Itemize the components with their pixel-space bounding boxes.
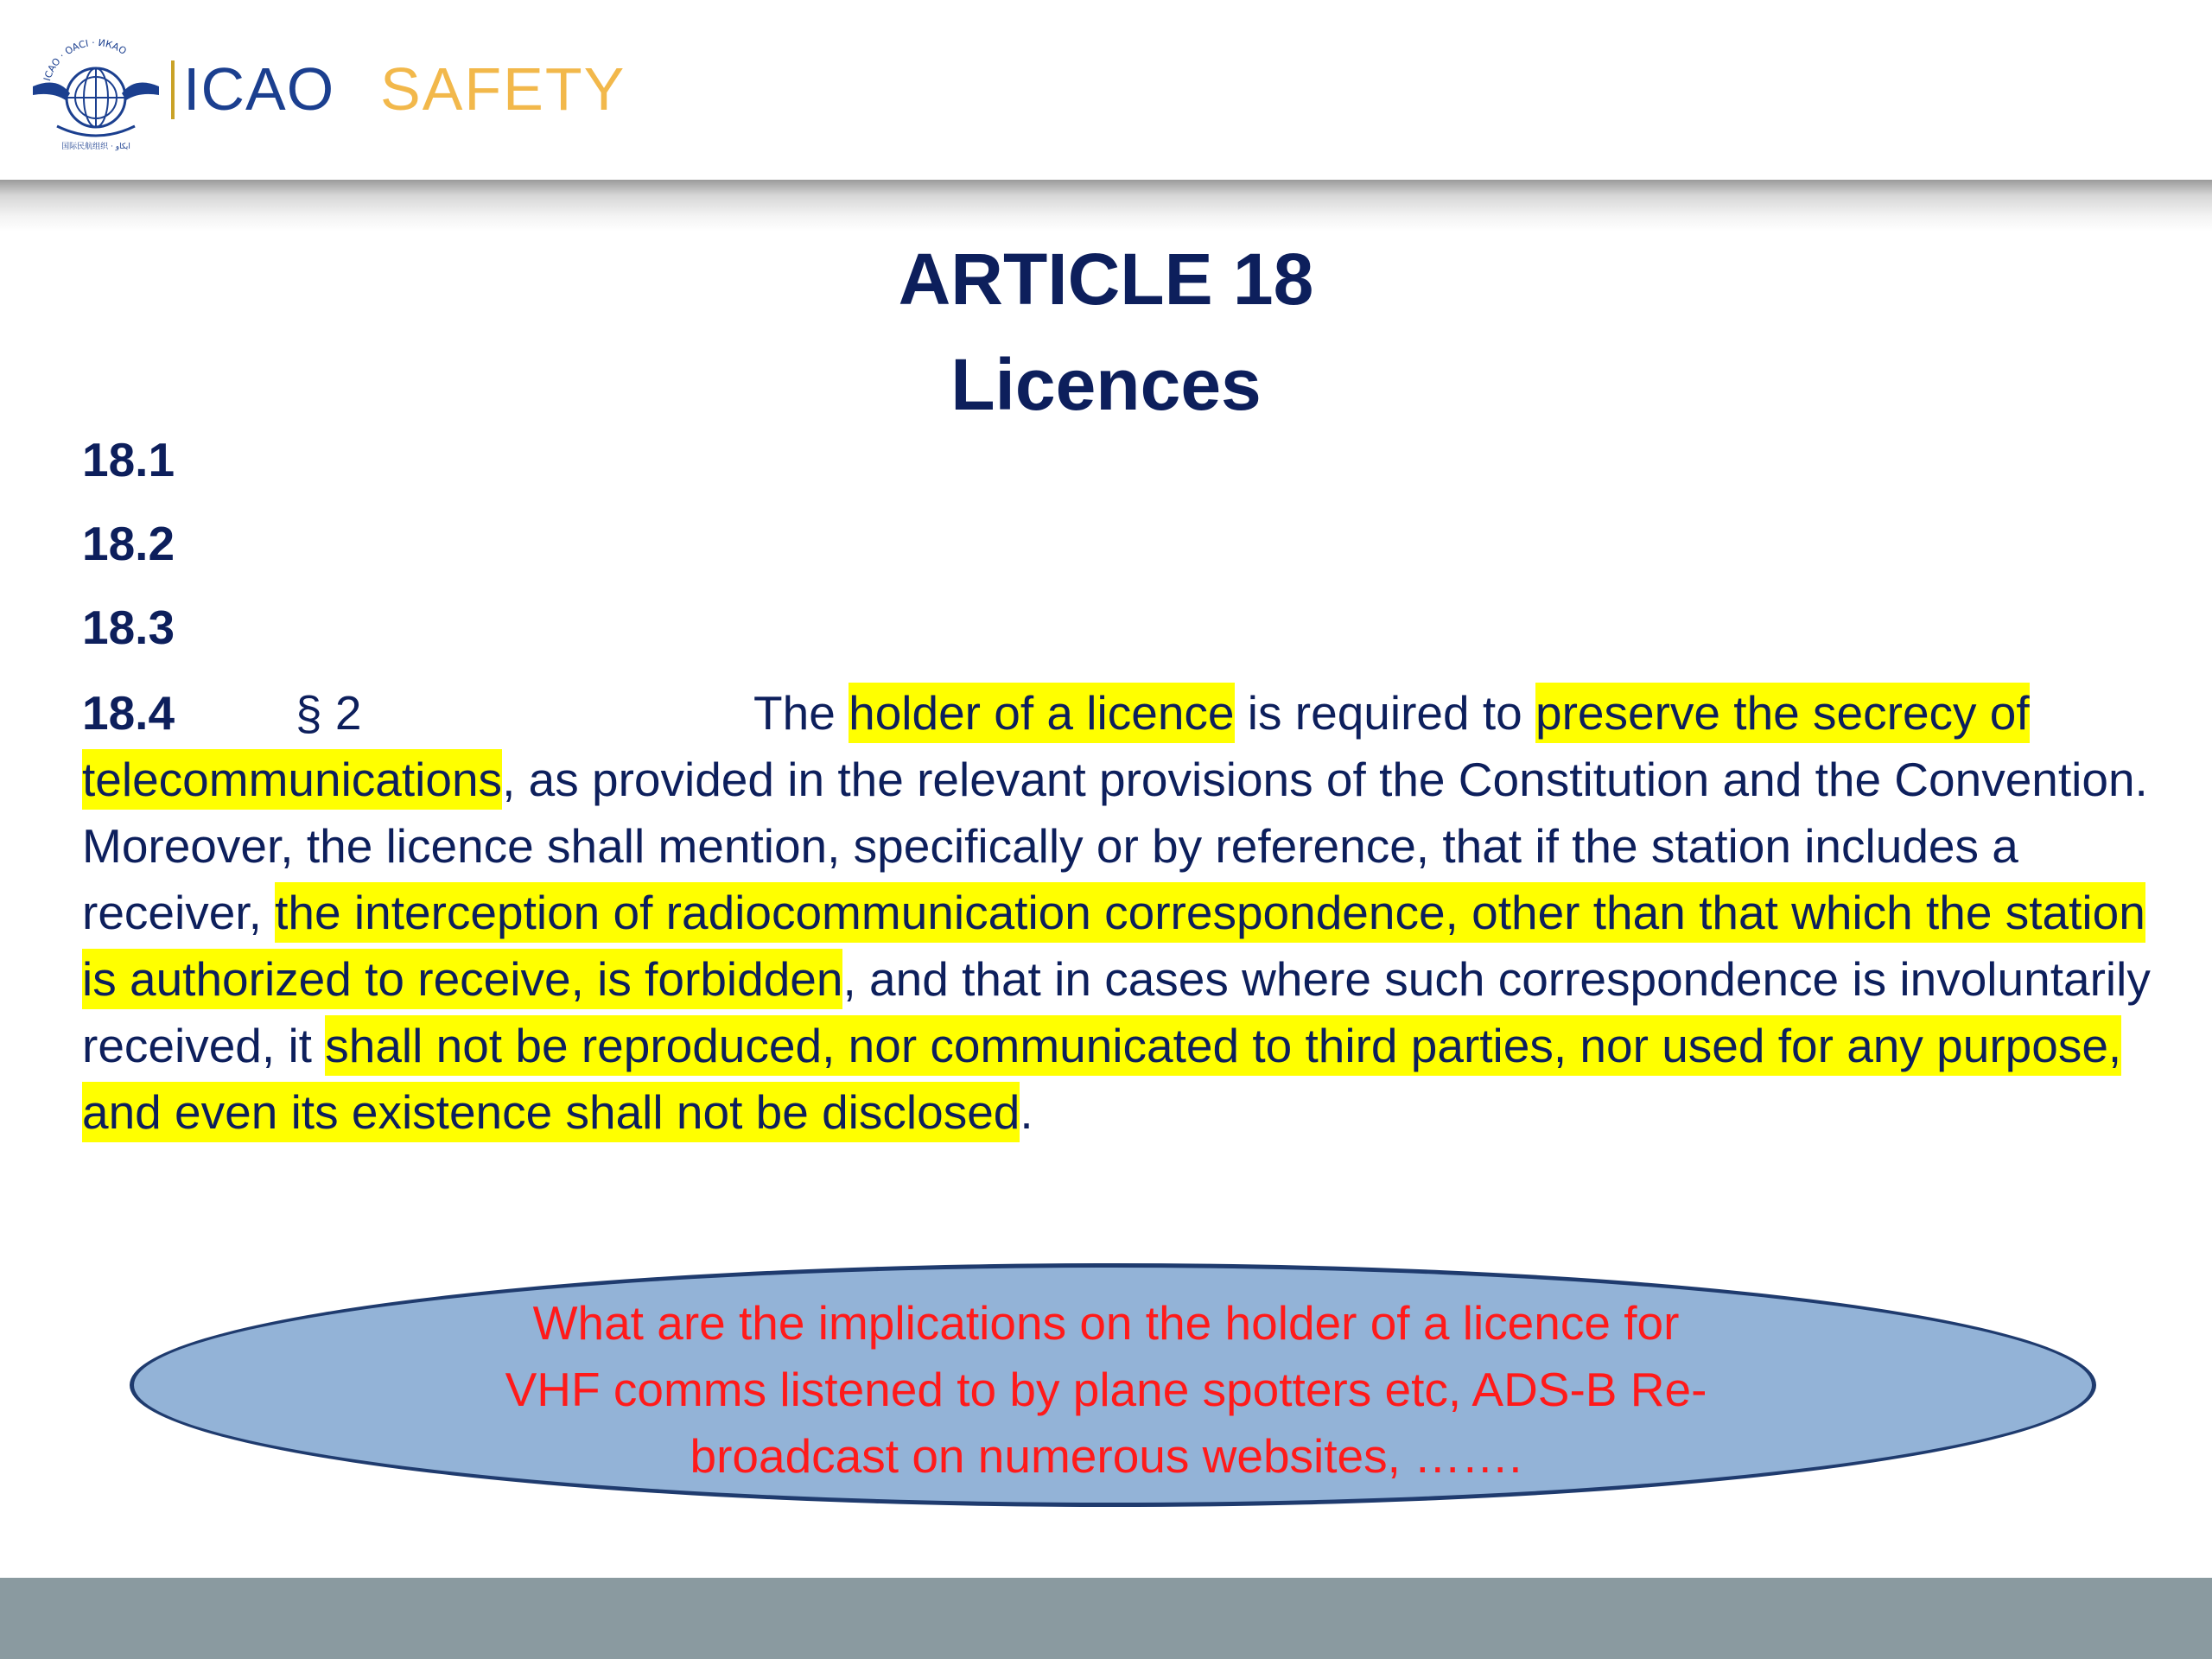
callout-line: VHF comms listened to by plane spotters etc, ADS-B Re-: [505, 1363, 1707, 1416]
text-segment: .: [1020, 1085, 1033, 1139]
text-segment: The: [753, 686, 849, 740]
section-number-18-2: 18.2: [82, 517, 175, 570]
title-line-subject: Licences: [950, 344, 1262, 425]
text-segment: , as provided in the relevant provisions of the Constitution and the Convention. Moreover, the licence shall mention, specifically or by reference, that if the station includes a receiver,: [82, 753, 2148, 939]
header-bar: [0, 0, 2212, 181]
svg-text:ICAO · OACI · ИКАО: ICAO · OACI · ИКАО: [41, 36, 129, 83]
highlighted-segment: holder of a licence: [849, 683, 1234, 743]
callout-line: broadcast on numerous websites, …….: [690, 1429, 1522, 1483]
section-number-18-4: 18.4: [82, 686, 175, 740]
title-line-article: ARTICLE 18: [898, 238, 1314, 320]
slide-title: [0, 226, 2212, 437]
header-shadow: [0, 180, 2212, 232]
logo-divider: [171, 60, 175, 119]
section-number-18-1: 18.1: [82, 433, 175, 486]
section-number-18-3: 18.3: [82, 601, 175, 654]
highlighted-segment: the interception of radiocommunication correspondence, other than that which the station is authorized to receive, is forbidden: [82, 882, 2145, 1009]
logo-brand-text: ICAO: [183, 55, 335, 123]
text-segment: is required to: [1234, 686, 1536, 740]
icao-emblem-icon: [31, 33, 161, 154]
article-paragraph-18-4: [82, 680, 2156, 1146]
callout-line: What are the implications on the holder of a licence for: [532, 1296, 1680, 1350]
svg-text:国际民航组织 · ايكاو: 国际民航组织 · ايكاو: [61, 143, 130, 151]
footer-bar: [0, 1578, 2212, 1659]
logo-section-text: SAFETY: [380, 55, 626, 123]
paragraph-mark: § 2: [296, 686, 362, 740]
callout-question: [0, 1290, 2212, 1490]
highlighted-segment: shall not be reproduced, nor communicated to third parties, nor used for any purpose, and even its existence shall not be disclosed: [82, 1015, 2121, 1142]
text-segment: , and that in cases where such correspondence is involuntarily received, it: [82, 952, 2151, 1072]
highlighted-segment: preserve the secrecy of telecommunications: [82, 683, 2030, 810]
